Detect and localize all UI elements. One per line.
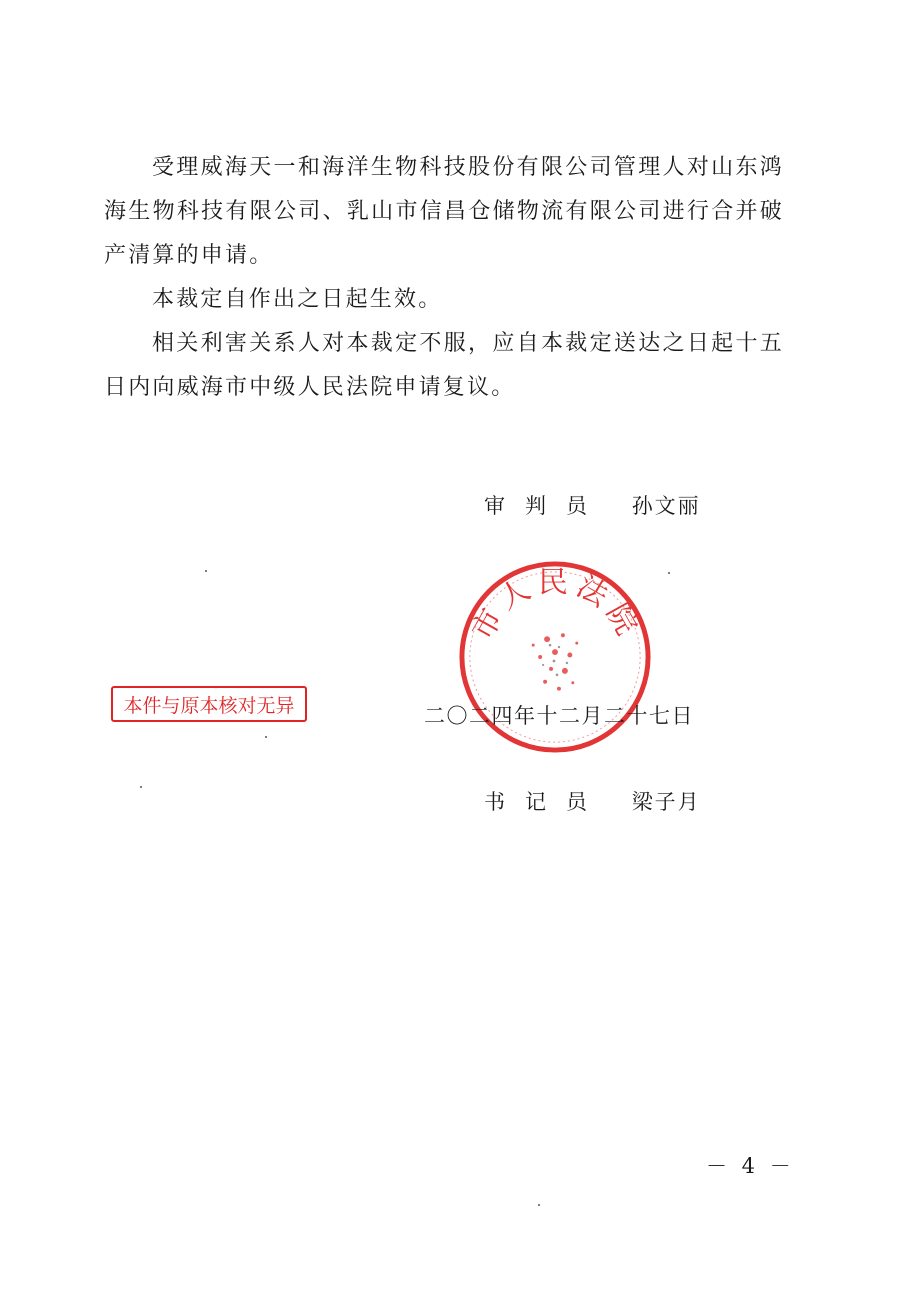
clerk-signature [484, 786, 701, 816]
ruling-body [104, 146, 784, 410]
scan-speck [265, 736, 267, 738]
scan-speck [205, 570, 207, 572]
page-number: － 4 － [706, 1154, 795, 1178]
scan-speck [140, 786, 142, 788]
ruling-date: 二〇二四年十二月二十七日 [424, 704, 694, 728]
judge-signature [484, 490, 701, 520]
scan-speck [668, 572, 670, 574]
seal-text: 市人民法院 [464, 565, 647, 646]
paragraph-acceptance: 受理威海天一和海洋生物科技股份有限公司管理人对山东鸿海生物科技有限公司、乳山市信昌仓储物流有限公司进行合并破产清算的申请。 [104, 155, 784, 268]
svg-text:市人民法院 [465, 565, 647, 646]
certification-stamp: 本件与原本核对无异 [111, 686, 307, 722]
paragraph-effective: 本裁定自作出之日起生效。 [152, 287, 443, 312]
paragraph-appeal: 相关利害关系人对本裁定不服，应自本裁定送达之日起十五日内向威海市中级人民法院申请复议。 [104, 331, 784, 400]
judge-role: 审判员 [484, 494, 607, 518]
judge-name: 孙文丽 [631, 494, 701, 518]
scan-speck [538, 1204, 540, 1206]
clerk-name: 梁子月 [631, 790, 701, 814]
clerk-role: 书记员 [484, 790, 607, 814]
